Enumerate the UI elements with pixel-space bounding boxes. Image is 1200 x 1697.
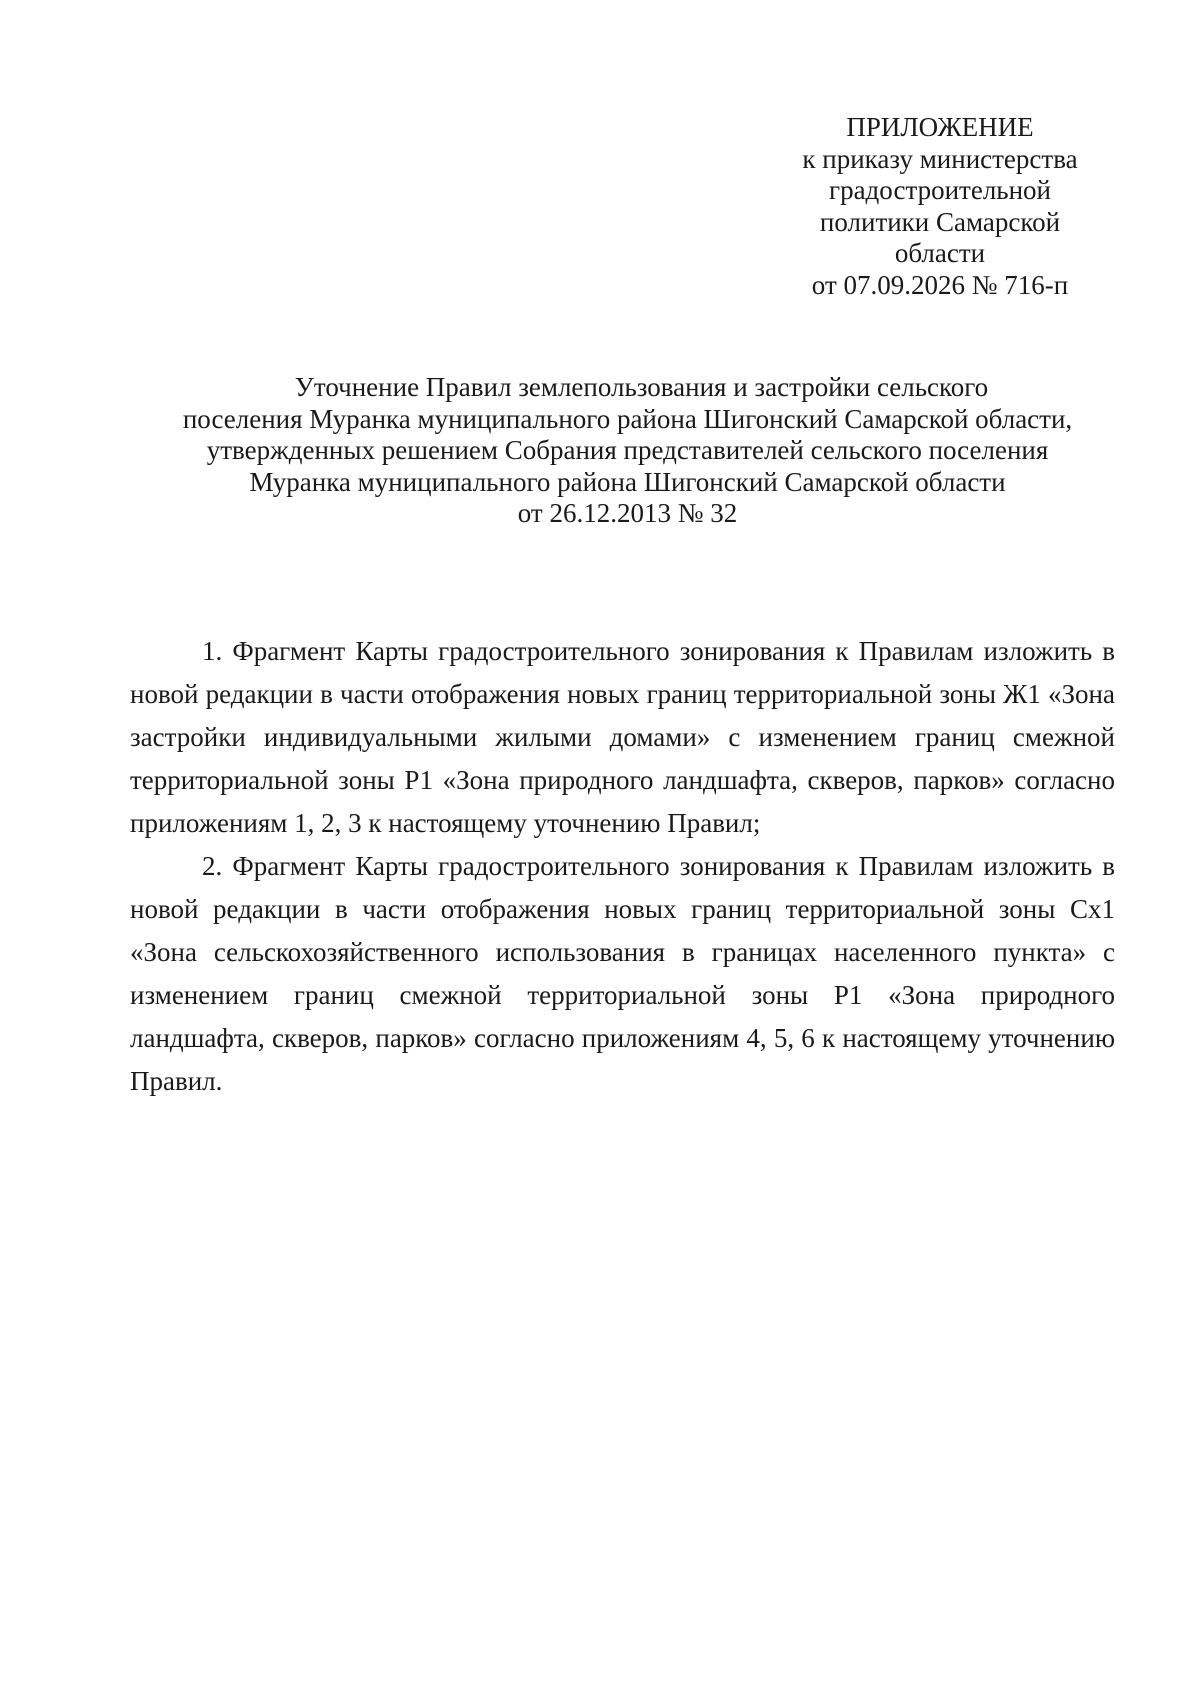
- document-body: [130, 630, 1115, 1103]
- title-line: утвержденных решением Собрания представителей сельского поселения: [206, 435, 1049, 465]
- appendix-line: области: [894, 238, 986, 268]
- appendix-heading: ПРИЛОЖЕНИЕ: [846, 112, 1034, 142]
- appendix-order-date: от 07.09.2026 № 716-п: [811, 269, 1069, 300]
- appendix-line: к приказу министерства: [802, 143, 1078, 174]
- title-line: Уточнение Правил землепользования и застройки сельского: [294, 372, 989, 402]
- appendix-line: градостроительной: [829, 175, 1051, 205]
- title-date-line: от 26.12.2013 № 32: [517, 498, 738, 528]
- body-paragraph-2: 2. Фрагмент Карты градостроительного зонирования к Правилам изложить в новой редакции в части отображения новых границ территориальной зоны Сх1 «Зона сельскохозяйственного использования в границах населенного пункта» с изменением границ смежной территориальной зоны Р1 «Зона природного ландшафта, скверов, парков» согласно приложениям 4, 5, 6 к настоящему уточнению Правил.: [130, 851, 1115, 1096]
- appendix-header: [790, 112, 1090, 301]
- title-line: Муранка муниципального района Шигонский Самарской области: [249, 466, 1006, 497]
- document-title: [160, 372, 1095, 530]
- title-line: поселения Муранка муниципального района Шигонский Самарской области,: [182, 403, 1073, 434]
- body-paragraph-1: 1. Фрагмент Карты градостроительного зонирования к Правилам изложить в новой редакции в части отображения новых границ территориальной зоны Ж1 «Зона застройки индивидуальными жилыми домами» с изменением границ смежной территориальной зоны Р1 «Зона природного ландшафта, скверов, парков» согласно приложениям 1, 2, 3 к настоящему уточнению Правил;: [130, 636, 1115, 838]
- appendix-line: политики Самарской: [819, 206, 1061, 237]
